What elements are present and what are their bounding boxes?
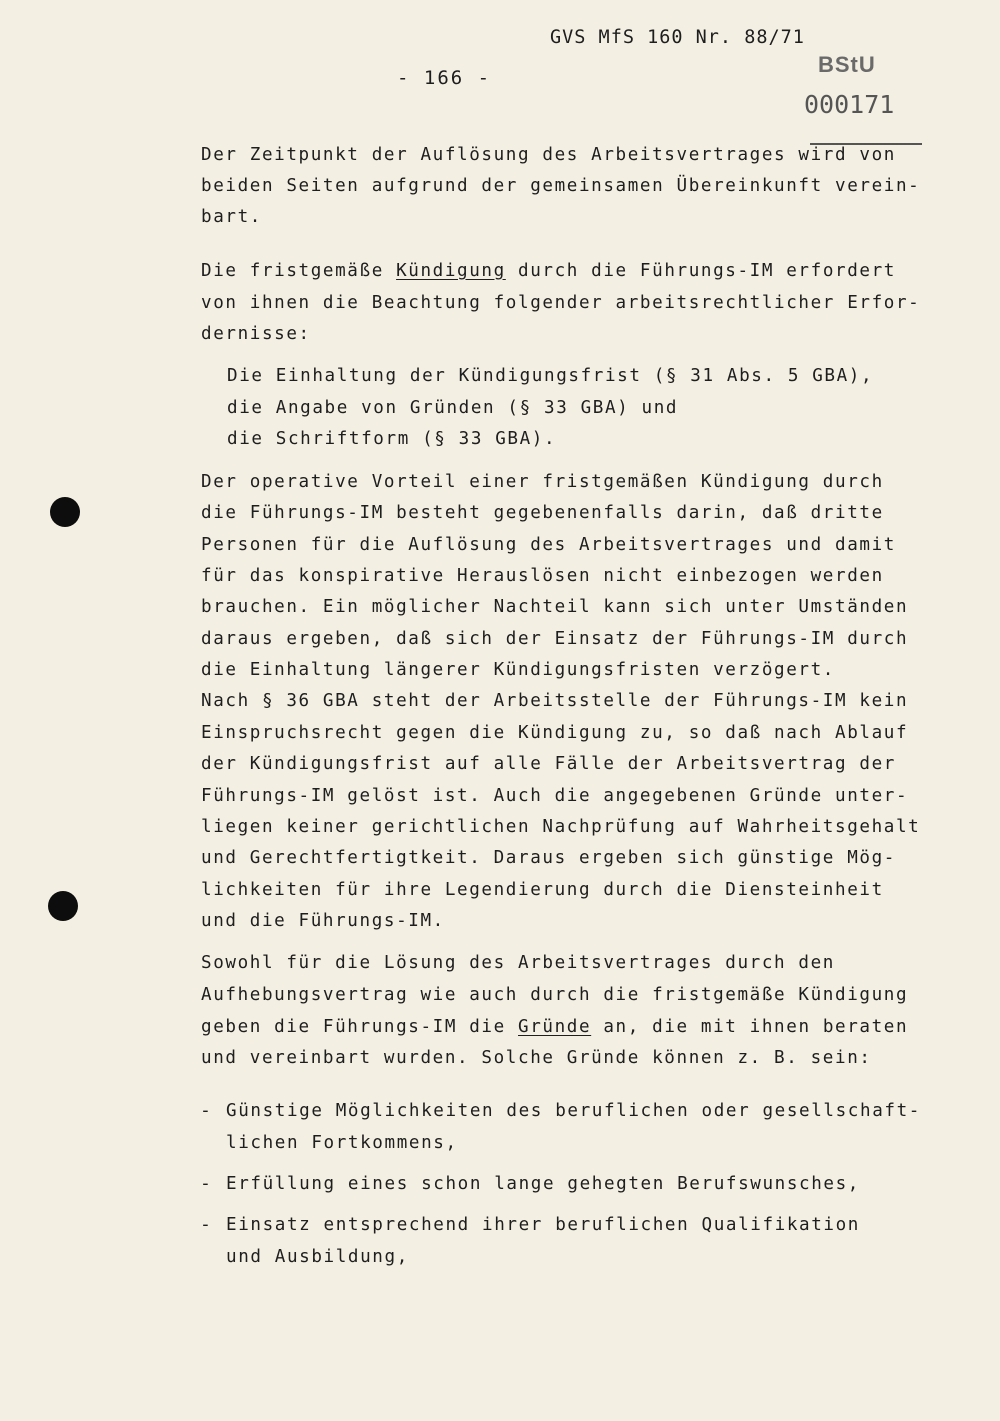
paragraph-line: Der operative Vorteil einer fristgemäßen Kündigung durch bbox=[201, 472, 884, 492]
text-run: durch die Führungs-IM erfordert bbox=[505, 261, 896, 281]
bullet-marker: - bbox=[200, 1100, 211, 1121]
punch-hole-upper bbox=[50, 497, 80, 527]
paragraph-line: brauchen. Ein möglicher Nachteil kann sich unter Umständen bbox=[201, 597, 909, 617]
bullet-line: Einsatz entsprechend ihrer beruflichen Qualifikation bbox=[226, 1215, 861, 1235]
document-reference: GVS MfS 160 Nr. 88/71 bbox=[550, 27, 805, 48]
paragraph-line: und die Führungs-IM. bbox=[201, 911, 445, 931]
paragraph-line: beiden Seiten aufgrund der gemeinsamen Übereinkunft verein- bbox=[201, 176, 921, 196]
stamp-number: 000171 bbox=[804, 90, 895, 119]
paragraph-line: bart. bbox=[201, 207, 262, 227]
paragraph-line: und vereinbart wurden. Solche Gründe können z. B. sein: bbox=[201, 1048, 872, 1068]
paragraph-line: Sowohl für die Lösung des Arbeitsvertrages durch den bbox=[201, 953, 836, 973]
text-run: geben die Führungs-IM die bbox=[201, 1017, 519, 1037]
paragraph-line: liegen keiner gerichtlichen Nachprüfung auf Wahrheitsgehalt bbox=[201, 817, 921, 837]
bullet-line: lichen Fortkommens, bbox=[226, 1133, 458, 1153]
bullet-marker: - bbox=[200, 1214, 211, 1235]
requirement-line: die Angabe von Gründen (§ 33 GBA) und bbox=[227, 398, 679, 418]
requirement-line: die Schriftform (§ 33 GBA). bbox=[227, 429, 557, 449]
paragraph-line: daraus ergeben, daß sich der Einsatz der Führungs-IM durch bbox=[201, 629, 909, 649]
paragraph-line: dernisse: bbox=[201, 324, 311, 344]
paragraph-line: Einspruchsrecht gegen die Kündigung zu, so daß nach Ablauf bbox=[201, 723, 909, 743]
bullet-marker: - bbox=[200, 1173, 211, 1194]
paragraph-line: lichkeiten für ihre Legendierung durch die Diensteinheit bbox=[201, 880, 884, 900]
paragraph-line: für das konspirative Herauslösen nicht einbezogen werden bbox=[201, 566, 884, 586]
paragraph-line bbox=[201, 1016, 908, 1038]
underlined-term-gruende: Gründe bbox=[518, 1017, 592, 1037]
paragraph-line: und Gerechtfertigtkeit. Daraus ergeben sich günstige Mög- bbox=[201, 848, 896, 868]
paragraph-line: Der Zeitpunkt der Auflösung des Arbeitsvertrages wird von bbox=[201, 145, 896, 165]
bullet-line: Günstige Möglichkeiten des beruflichen oder gesellschaft- bbox=[226, 1101, 921, 1121]
paragraph-line: die Einhaltung längerer Kündigungsfristen verzögert. bbox=[201, 660, 836, 680]
stamp-label: BStU bbox=[818, 52, 876, 77]
underlined-term-kuendigung: Kündigung bbox=[396, 261, 506, 281]
paragraph-line: die Führungs-IM besteht gegebenenfalls darin, daß dritte bbox=[201, 503, 884, 523]
paragraph-line: der Kündigungsfrist auf alle Fälle der Arbeitsvertrag der bbox=[201, 754, 896, 774]
paragraph-line: Aufhebungsvertrag wie auch durch die fristgemäße Kündigung bbox=[201, 985, 909, 1005]
text-run: Die fristgemäße bbox=[201, 261, 397, 281]
punch-hole-lower bbox=[48, 891, 78, 921]
paragraph-line: Personen für die Auflösung des Arbeitsvertrages und damit bbox=[201, 535, 896, 555]
bullet-line: Erfüllung eines schon lange gehegten Berufswunsches, bbox=[226, 1174, 861, 1194]
requirement-line: Die Einhaltung der Kündigungsfrist (§ 31 Abs. 5 GBA), bbox=[227, 366, 874, 386]
paragraph-line: Nach § 36 GBA steht der Arbeitsstelle der Führungs-IM kein bbox=[201, 691, 909, 711]
archive-stamp bbox=[768, 50, 928, 148]
paragraph-line: Führungs-IM gelöst ist. Auch die angegebenen Gründe unter- bbox=[201, 786, 909, 806]
page-number: - 166 - bbox=[397, 67, 492, 89]
bullet-line: und Ausbildung, bbox=[226, 1247, 409, 1267]
paragraph-line bbox=[201, 260, 896, 282]
text-run: an, die mit ihnen beraten bbox=[591, 1017, 909, 1037]
paragraph-line: von ihnen die Beachtung folgender arbeitsrechtlicher Erfor- bbox=[201, 293, 921, 313]
